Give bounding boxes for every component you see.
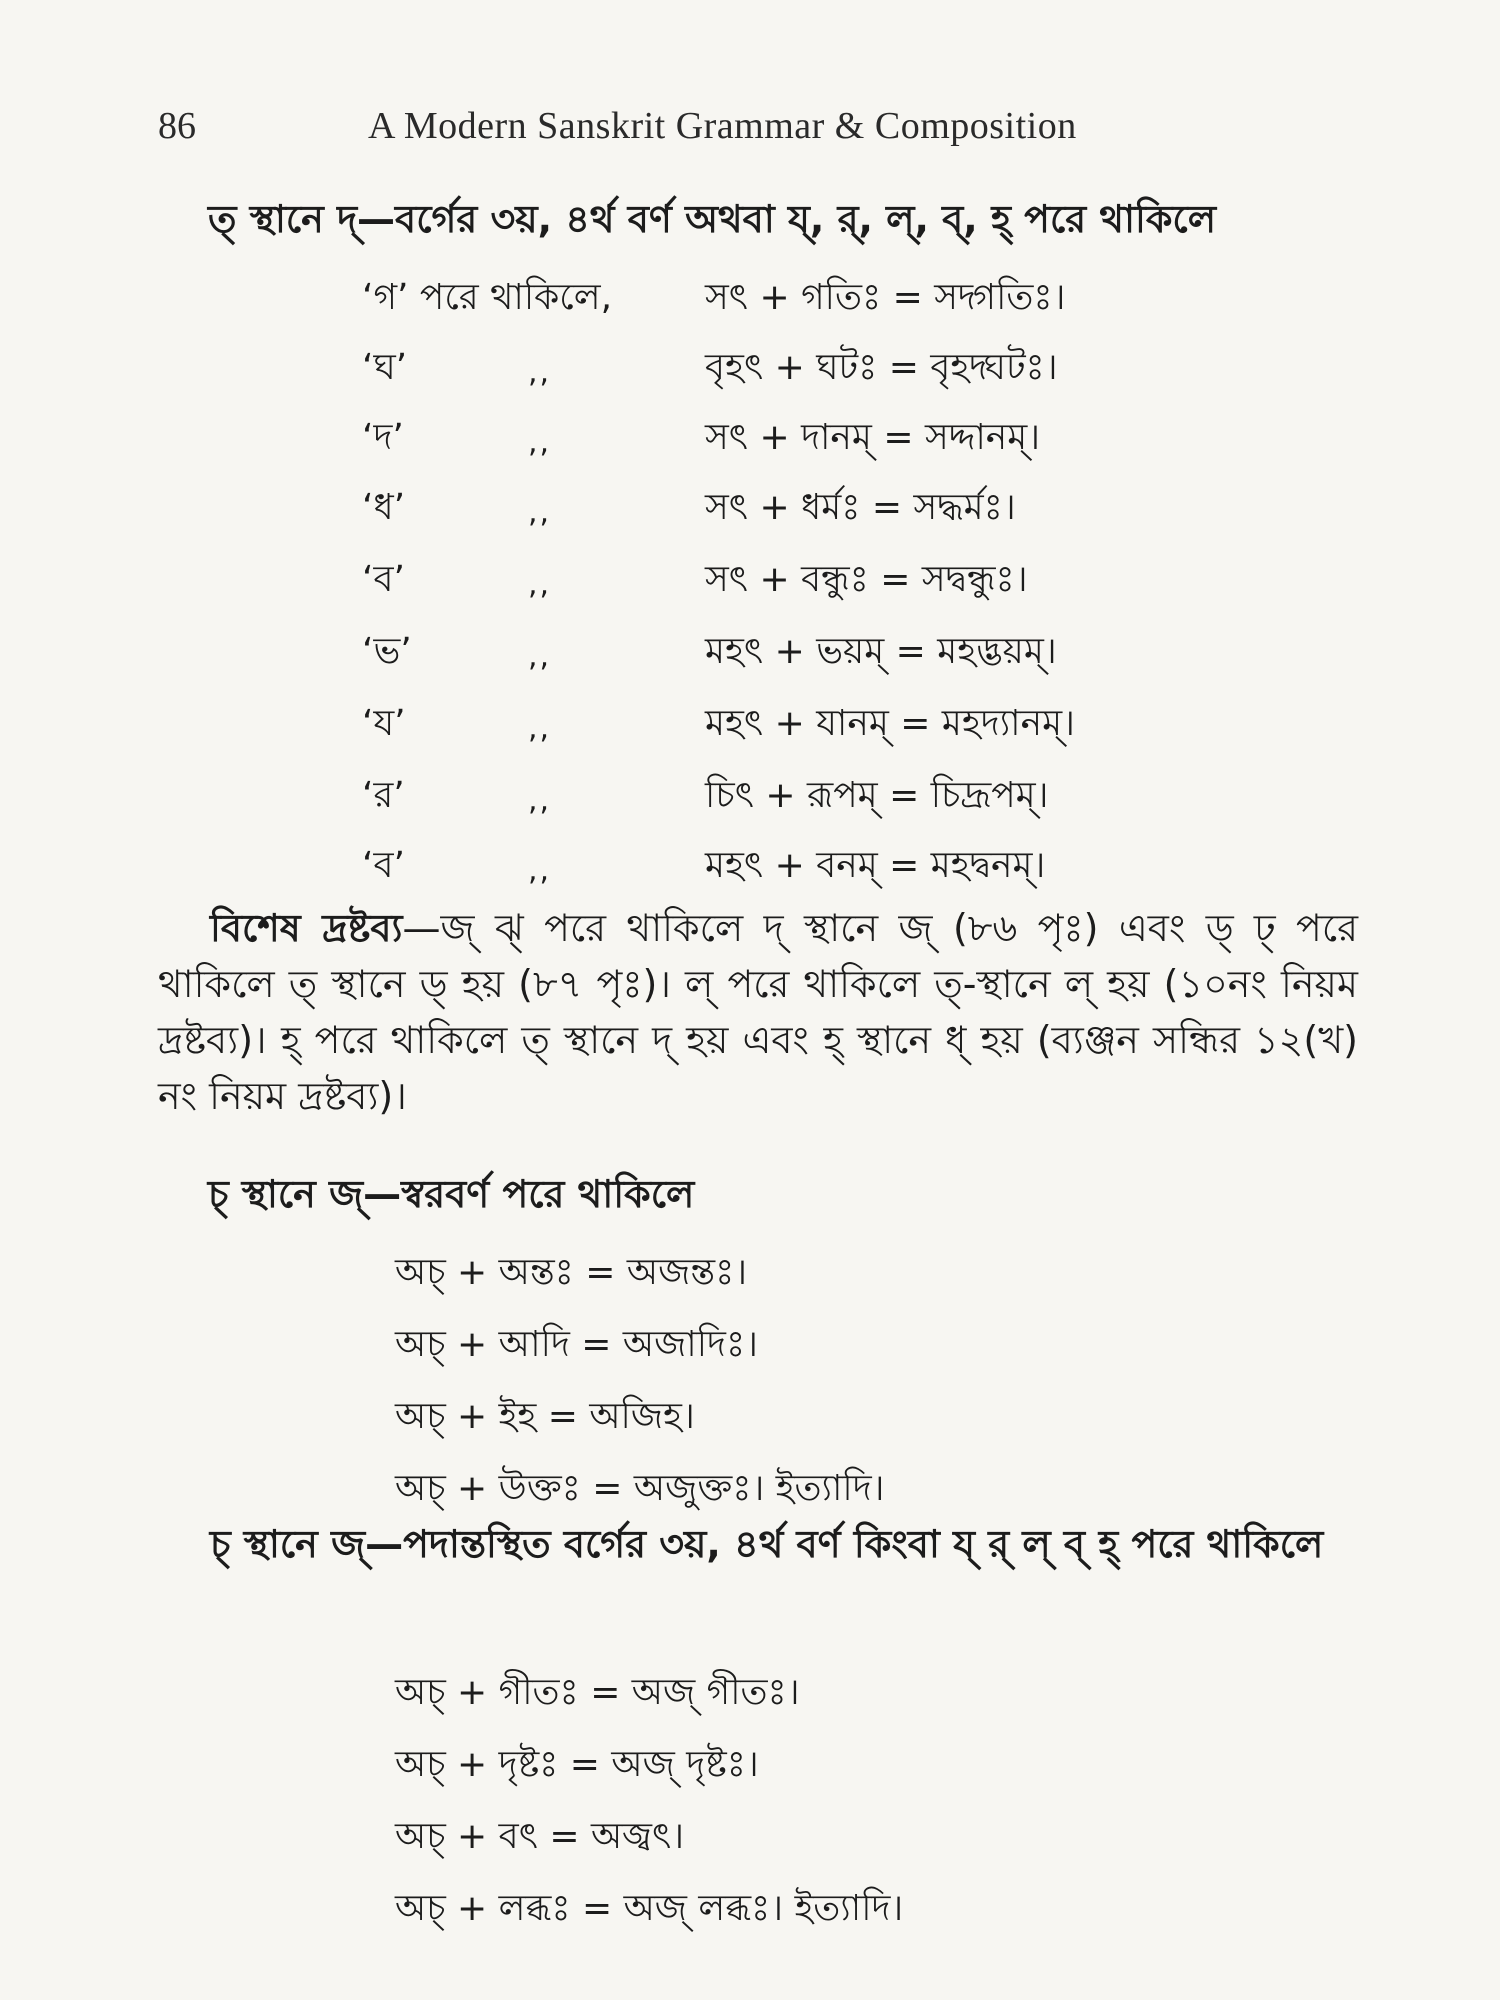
ditto-mark: ,,: [528, 639, 552, 674]
example-formula: অচ্ + আদি = অজাদিঃ।: [395, 1324, 759, 1365]
ditto-mark: ,,: [528, 567, 552, 602]
example-label: ‘ঘ’: [362, 347, 408, 388]
example-formula: সৎ + ধর্মঃ = সদ্ধর্মঃ।: [705, 487, 1016, 528]
example-formula: সৎ + বন্ধুঃ = সদ্বন্ধুঃ।: [705, 559, 1028, 600]
example-label: ‘ব’: [362, 559, 405, 600]
example-label: ‘য’: [362, 703, 406, 744]
example-formula: মহৎ + বনম্ = মহদ্বনম্।: [705, 845, 1046, 886]
page-number: 86: [158, 105, 196, 147]
special-note-lead: বিশেষ দ্রষ্টব্য: [210, 906, 403, 950]
example-label: ‘দ’: [362, 417, 404, 458]
running-header-title: A Modern Sanskrit Grammar & Composition: [368, 105, 1077, 147]
special-note-paragraph: [158, 900, 1358, 1124]
example-formula: অচ্ + অন্তঃ = অজন্তঃ।: [395, 1252, 748, 1293]
example-formula: মহৎ + যানম্ = মহদ্যানম্।: [705, 703, 1075, 744]
example-label: ‘গ’ পরে থাকিলে,: [362, 277, 613, 318]
example-formula: বৃহৎ + ঘটঃ = বৃহদ্ঘটঃ।: [705, 347, 1058, 388]
rule3-heading: চ্ স্থানে জ্—পদান্তস্থিত বর্গের ৩য়, ৪র্থ বর্ণ কিংবা য্ র্ ল্ ব্ হ্ পরে থাকিলে: [210, 1522, 1324, 1566]
example-formula: মহৎ + ভয়ম্ = মহদ্ভয়ম্।: [705, 631, 1057, 672]
example-formula: অচ্ + বৎ = অজ্বৎ।: [395, 1816, 685, 1857]
ditto-mark: ,,: [528, 355, 552, 390]
ditto-mark: ,,: [528, 495, 552, 530]
rule1-heading: ত্ স্থানে দ্—বর্গের ৩য়, ৪র্থ বর্ণ অথবা য্, র্, ল্, ব্, হ্ পরে থাকিলে: [208, 197, 1217, 241]
special-note-body: —জ্ ঝ্ পরে থাকিলে দ্ স্থানে জ্ (৮৬ পৃঃ) এবং ড্ ঢ্ পরে থাকিলে ত্ স্থানে ড্ হয় (৮৭ পৃঃ)। ল্ পরে থাকিলে ত্-স্থানে ল্ হয় (১০নং নিয়ম দ্রষ্টব্য)। হ্ পরে থাকিলে ত্ স্থানে দ্ হয় এবং হ্ স্থানে ধ্ হয় (ব্যঞ্জন সন্ধির ১২(খ) নং নিয়ম দ্রষ্টব্য)।: [158, 906, 1359, 1118]
example-formula: সৎ + গতিঃ = সদ্গতিঃ।: [705, 277, 1066, 318]
ditto-mark: ,,: [528, 853, 552, 888]
rule2-heading: চ্ স্থানে জ্—স্বরবর্ণ পরে থাকিলে: [208, 1172, 695, 1216]
example-label: ‘ধ’: [362, 487, 406, 528]
example-formula: সৎ + দানম্ = সদ্দানম্।: [705, 417, 1041, 458]
example-formula: অচ্ + গীতঃ = অজ্ গীতঃ।: [395, 1672, 800, 1713]
ditto-mark: ,,: [528, 425, 552, 460]
ditto-mark: ,,: [528, 783, 552, 818]
example-formula: অচ্ + লব্ধঃ = অজ্ লব্ধঃ। ইত্যাদি।: [395, 1888, 904, 1929]
example-label: ‘ব’: [362, 845, 405, 886]
example-label: ‘র’: [362, 775, 405, 816]
ditto-mark: ,,: [528, 711, 552, 746]
example-formula: চিৎ + রূপম্ = চিদ্রূপম্।: [705, 775, 1049, 816]
example-formula: অচ্ + উক্তঃ = অজুক্তঃ। ইত্যাদি।: [395, 1468, 885, 1509]
example-formula: অচ্ + দৃষ্টঃ = অজ্ দৃষ্টঃ।: [395, 1744, 759, 1785]
example-label: ‘ভ’: [362, 631, 412, 672]
example-formula: অচ্ + ইহ = অজিহ।: [395, 1396, 695, 1437]
